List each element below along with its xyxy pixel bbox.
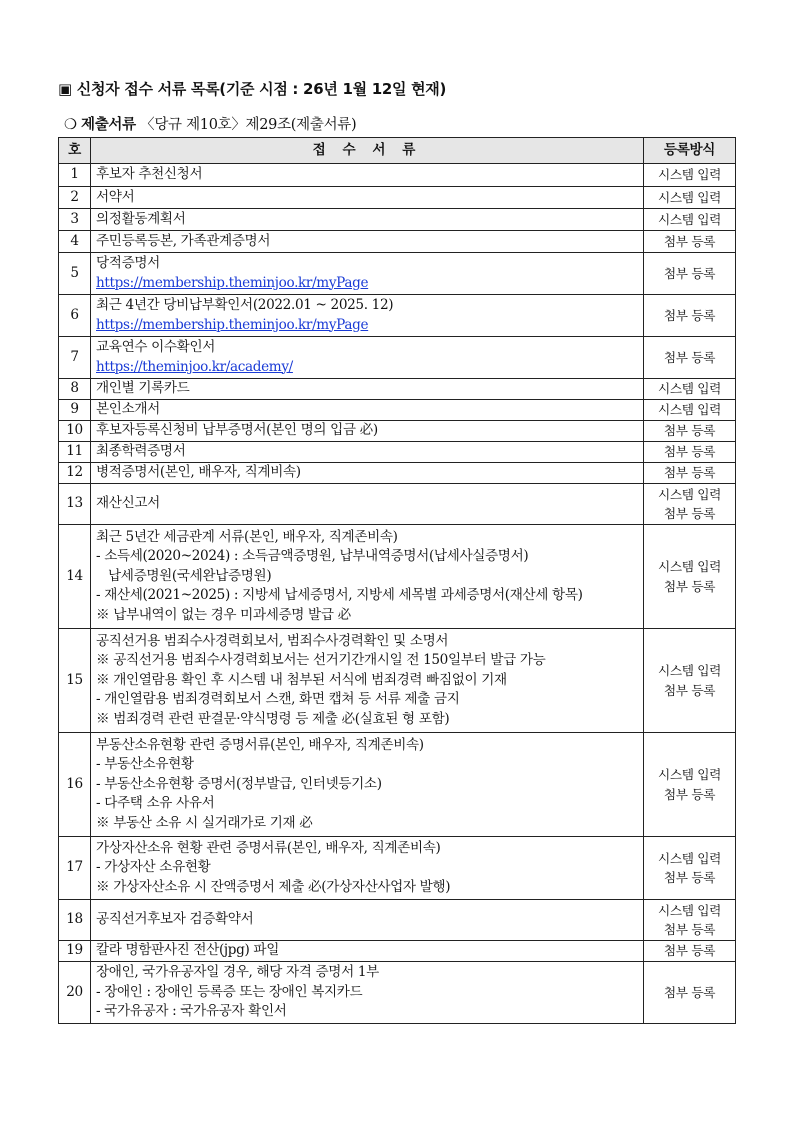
document-cell [91,484,644,525]
column-header-number: 호 [59,138,91,164]
row-number: 7 [59,337,91,379]
document-name: 후보자등록신청비 납부증명서(본인 명의 입금 必) [96,422,378,439]
method-cell [644,941,736,962]
document-name: 개인별 기록카드 [96,380,190,397]
table-row [59,442,736,463]
method-label: 첨부 등록 [663,423,716,439]
row-number: 9 [59,400,91,421]
table-row [59,209,736,231]
method-cell [644,837,736,900]
table-row [59,231,736,253]
table-row [59,837,736,900]
documents-table [58,137,736,1024]
document-cell [91,337,644,379]
document-cell [91,629,644,733]
document-cell [91,379,644,400]
document-name: 장애인, 국가유공자일 경우, 해당 자격 증명서 1부 [96,964,379,981]
method-cell [644,209,736,231]
document-cell [91,253,644,295]
method-label: 시스템 입력 [657,850,722,866]
row-number: 4 [59,231,91,253]
membership-link[interactable]: https://membership.theminjoo.kr/myPage [96,316,369,333]
row-number: 10 [59,421,91,442]
document-note: ※ 공직선거용 범죄수사경력회보서는 선거기간개시일 전 150일부터 발급 가능 [96,652,546,669]
document-cell [91,187,644,209]
membership-link[interactable]: https://membership.theminjoo.kr/myPage [96,274,369,291]
method-label: 첨부 등록 [663,682,716,698]
row-number: 19 [59,941,91,962]
method-label: 첨부 등록 [663,870,716,885]
table-row [59,295,736,337]
document-name: 의정활동계획서 [96,210,186,227]
document-name: 재산신고서 [96,495,160,512]
method-cell [644,187,736,209]
table-row [59,463,736,484]
method-label: 첨부 등록 [663,922,716,937]
table-row [59,400,736,421]
row-number: 18 [59,900,91,941]
method-cell [644,629,736,733]
document-detail: - 부동산소유현황 증명서(정부발급, 인터넷등기소) [96,775,382,792]
document-cell [91,231,644,253]
method-cell [644,253,736,295]
document-name: 당적증명서 [96,255,160,271]
section-label: 제출서류 [81,117,136,133]
document-cell [91,733,644,837]
table-row [59,525,736,629]
table-row [59,733,736,837]
document-detail: - 다주택 소유 사유서 [96,795,215,812]
method-cell [644,900,736,941]
document-name: 주민등록등본, 가족관계증명서 [96,232,271,249]
document-name: 교육연수 이수확인서 [96,339,216,355]
document-name: 본인소개서 [96,401,160,418]
section-reference: 〈당규 제10호〉제29조(제출서류) [135,117,357,133]
page-title: ▣ 신청자 접수 서류 목록(기준 시점 : 26년 1월 12일 현재) [58,80,447,98]
document-name: 칼라 명함판사진 전산(jpg) 파일 [96,942,279,959]
row-number: 12 [59,463,91,484]
method-label: 시스템 입력 [657,559,722,574]
method-cell [644,295,736,337]
table-row [59,962,736,1024]
method-label: 첨부 등록 [663,578,716,594]
document-name: 병적증명서(본인, 배우자, 직계비속) [96,464,301,481]
method-label: 시스템 입력 [657,486,722,502]
row-number: 13 [59,484,91,525]
document-cell [91,164,644,187]
table-row [59,421,736,442]
document-cell [91,421,644,442]
document-cell [91,209,644,231]
row-number: 20 [59,962,91,1024]
document-note: ※ 가상자산소유 시 잔액증명서 제출 必(가상자산사업자 발행) [96,878,451,895]
table-row [59,900,736,941]
method-cell [644,442,736,463]
method-label: 시스템 입력 [657,211,722,227]
row-number: 17 [59,837,91,900]
method-label: 시스템 입력 [657,167,722,183]
row-number: 6 [59,295,91,337]
document-name: 부동산소유현황 관련 증명서류(본인, 배우자, 직계존비속) [96,736,424,753]
document-note: ※ 부동산 소유 시 실거래가로 기재 必 [96,814,313,831]
document-cell [91,962,644,1024]
document-cell [91,442,644,463]
document-name: 공직선거후보자 검증확약서 [96,911,254,928]
method-label: 첨부 등록 [663,786,716,802]
document-detail: - 부동산소유현황 [96,756,194,773]
row-number: 16 [59,733,91,837]
row-number: 2 [59,187,91,209]
method-label: 시스템 입력 [657,767,722,782]
method-label: 시스템 입력 [657,402,722,418]
method-cell [644,463,736,484]
method-label: 첨부 등록 [663,465,716,481]
method-cell [644,733,736,837]
document-cell [91,525,644,629]
method-label: 첨부 등록 [663,984,716,1000]
table-row [59,629,736,733]
table-row [59,187,736,209]
row-number: 1 [59,164,91,187]
document-note: ※ 범죄경력 관련 판결문·약식명령 등 제출 必(실효된 형 포함) [96,710,450,727]
document-name: 최근 4년간 당비납부확인서(2022.01 ~ 2025. 12) [96,297,394,313]
method-cell [644,231,736,253]
document-cell [91,837,644,900]
document-name: 후보자 추천신청서 [96,166,203,183]
document-name: 최종학력증명서 [96,443,186,460]
row-number: 14 [59,525,91,629]
column-header-method: 등록방식 [644,138,736,164]
document-cell [91,900,644,941]
method-cell [644,400,736,421]
method-label: 첨부 등록 [663,943,716,959]
row-number: 15 [59,629,91,733]
method-cell [644,379,736,400]
method-label: 시스템 입력 [657,902,722,918]
method-label: 시스템 입력 [657,381,722,397]
method-cell [644,484,736,525]
document-detail: - 소득세(2020~2024) : 소득금액증명원, 납부내역증명서(납세사실증명서) [96,548,529,565]
document-detail: 납세증명원(국세완납증명원) [108,567,272,584]
row-number: 3 [59,209,91,231]
row-number: 8 [59,379,91,400]
table-row [59,253,736,295]
document-detail: - 국가유공자 : 국가유공자 확인서 [96,1003,287,1020]
method-label: 시스템 입력 [657,663,722,678]
method-label: 첨부 등록 [663,307,716,323]
method-label: 첨부 등록 [663,265,716,281]
table-header-row [59,138,736,164]
document-detail: - 재산세(2021~2025) : 지방세 납세증명서, 지방세 세목별 과세증명서(재산세 항목) [96,587,583,604]
method-label: 첨부 등록 [663,444,716,460]
document-cell [91,941,644,962]
table-row [59,337,736,379]
method-label: 첨부 등록 [663,349,716,365]
table-row [59,941,736,962]
method-cell [644,337,736,379]
document-detail: - 장애인 : 장애인 등록증 또는 장애인 복지카드 [96,983,363,1000]
column-header-documents: 접 수 서 류 [91,138,644,164]
table-row [59,164,736,187]
document-name: 서약서 [96,188,135,205]
table-row [59,379,736,400]
table-row [59,484,736,525]
method-cell [644,962,736,1024]
document-cell [91,463,644,484]
document-detail: - 개인열람용 범죄경력회보서 스캔, 화면 캡쳐 등 서류 제출 금지 [96,691,460,708]
document-note: ※ 납부내역이 없는 경우 미과세증명 발급 必 [96,606,351,623]
document-note: ※ 개인열람용 확인 후 시스템 내 첨부된 서식에 범죄경력 빠짐없이 기재 [96,671,507,688]
section-subtitle [64,113,356,134]
method-label: 첨부 등록 [663,506,716,521]
document-name: 최근 5년간 세금관계 서류(본인, 배우자, 직계존비속) [96,528,398,545]
method-cell [644,421,736,442]
circle-bullet-icon: ❍ [64,117,77,133]
row-number: 5 [59,253,91,295]
method-cell [644,164,736,187]
method-cell [644,525,736,629]
document-detail: - 가상자산 소유현황 [96,859,211,876]
row-number: 11 [59,442,91,463]
document-cell [91,295,644,337]
document-name: 가상자산소유 현황 관련 증명서류(본인, 배우자, 직계존비속) [96,839,441,856]
document-cell [91,400,644,421]
method-label: 첨부 등록 [663,233,716,249]
document-name: 공직선거용 범죄수사경력회보서, 범죄수사경력확인 및 소명서 [96,632,449,649]
academy-link[interactable]: https://theminjoo.kr/academy/ [96,358,293,375]
method-label: 시스템 입력 [657,189,722,205]
